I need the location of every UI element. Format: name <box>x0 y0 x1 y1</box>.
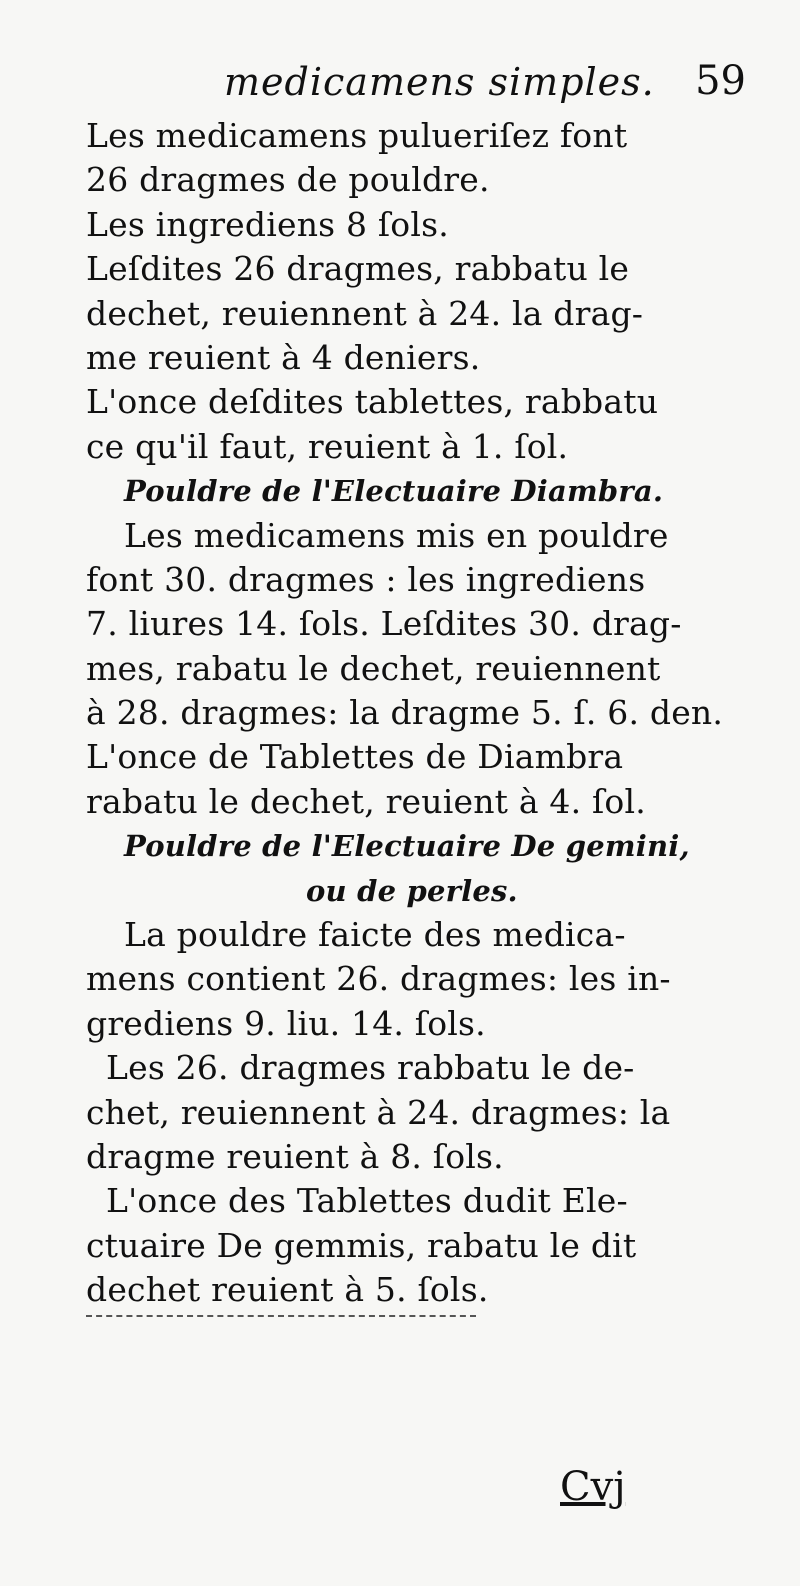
text-line: ctuaire De gemmis, rabatu le dit <box>86 1225 637 1265</box>
text-line: me reuient à 4 deniers. <box>86 337 481 377</box>
text-line: rabatu le dechet, reuient à 4. ſol. <box>86 781 646 821</box>
section-heading: Pouldre de l'Electuaire Diambra. <box>124 474 664 509</box>
signature-mark: Cvj <box>560 1464 626 1510</box>
text-line: dechet reuient à 5. ſols. <box>86 1270 489 1310</box>
text-line: 7. liures 14. ſols. Leſdites 30. drag- <box>86 604 682 644</box>
text-line: dragme reuient à 8. ſols. <box>86 1136 504 1176</box>
text-line: Les 26. dragmes rabbatu le de- <box>106 1048 635 1088</box>
closing-rule <box>86 1315 476 1317</box>
text-line: Leſdites 26 dragmes, rabbatu le <box>86 249 630 289</box>
section-heading-continued: ou de perles. <box>306 873 518 908</box>
text-line: à 28. dragmes: la dragme 5. ſ. 6. den. <box>86 693 724 733</box>
body-text <box>86 114 756 1317</box>
text-line: mes, rabatu le dechet, reuiennent <box>86 648 661 688</box>
section-heading: Pouldre de l'Electuaire De gemini, <box>124 829 690 864</box>
text-line: Les medicamens pulueriſez font <box>86 116 628 155</box>
text-line: chet, reuiennent à 24. dragmes: la <box>86 1092 671 1132</box>
text-line: Les medicamens mis en pouldre <box>124 515 669 555</box>
running-title: medicamens simples. <box>224 60 655 104</box>
text-line: Les ingrediens 8 ſols. <box>86 204 449 244</box>
text-line: La pouldre faicte des medica- <box>124 915 626 955</box>
text-line: dechet, reuiennent à 24. la drag- <box>86 293 644 333</box>
text-line: L'once de Tablettes de Diambra <box>86 737 624 777</box>
text-line: font 30. dragmes : les ingrediens <box>86 559 646 599</box>
text-line: mens contient 26. dragmes: les in- <box>86 959 671 999</box>
page-number: 59 <box>695 58 746 104</box>
text-line: grediens 9. liu. 14. ſols. <box>86 1003 486 1043</box>
text-line: 26 dragmes de pouldre. <box>86 160 490 200</box>
page-header <box>86 54 756 114</box>
text-line: L'once deſdites tablettes, rabbatu <box>86 382 659 422</box>
text-line: L'once des Tablettes dudit Ele- <box>106 1181 628 1221</box>
text-line: ce qu'il faut, reuient à 1. ſol. <box>86 426 569 466</box>
